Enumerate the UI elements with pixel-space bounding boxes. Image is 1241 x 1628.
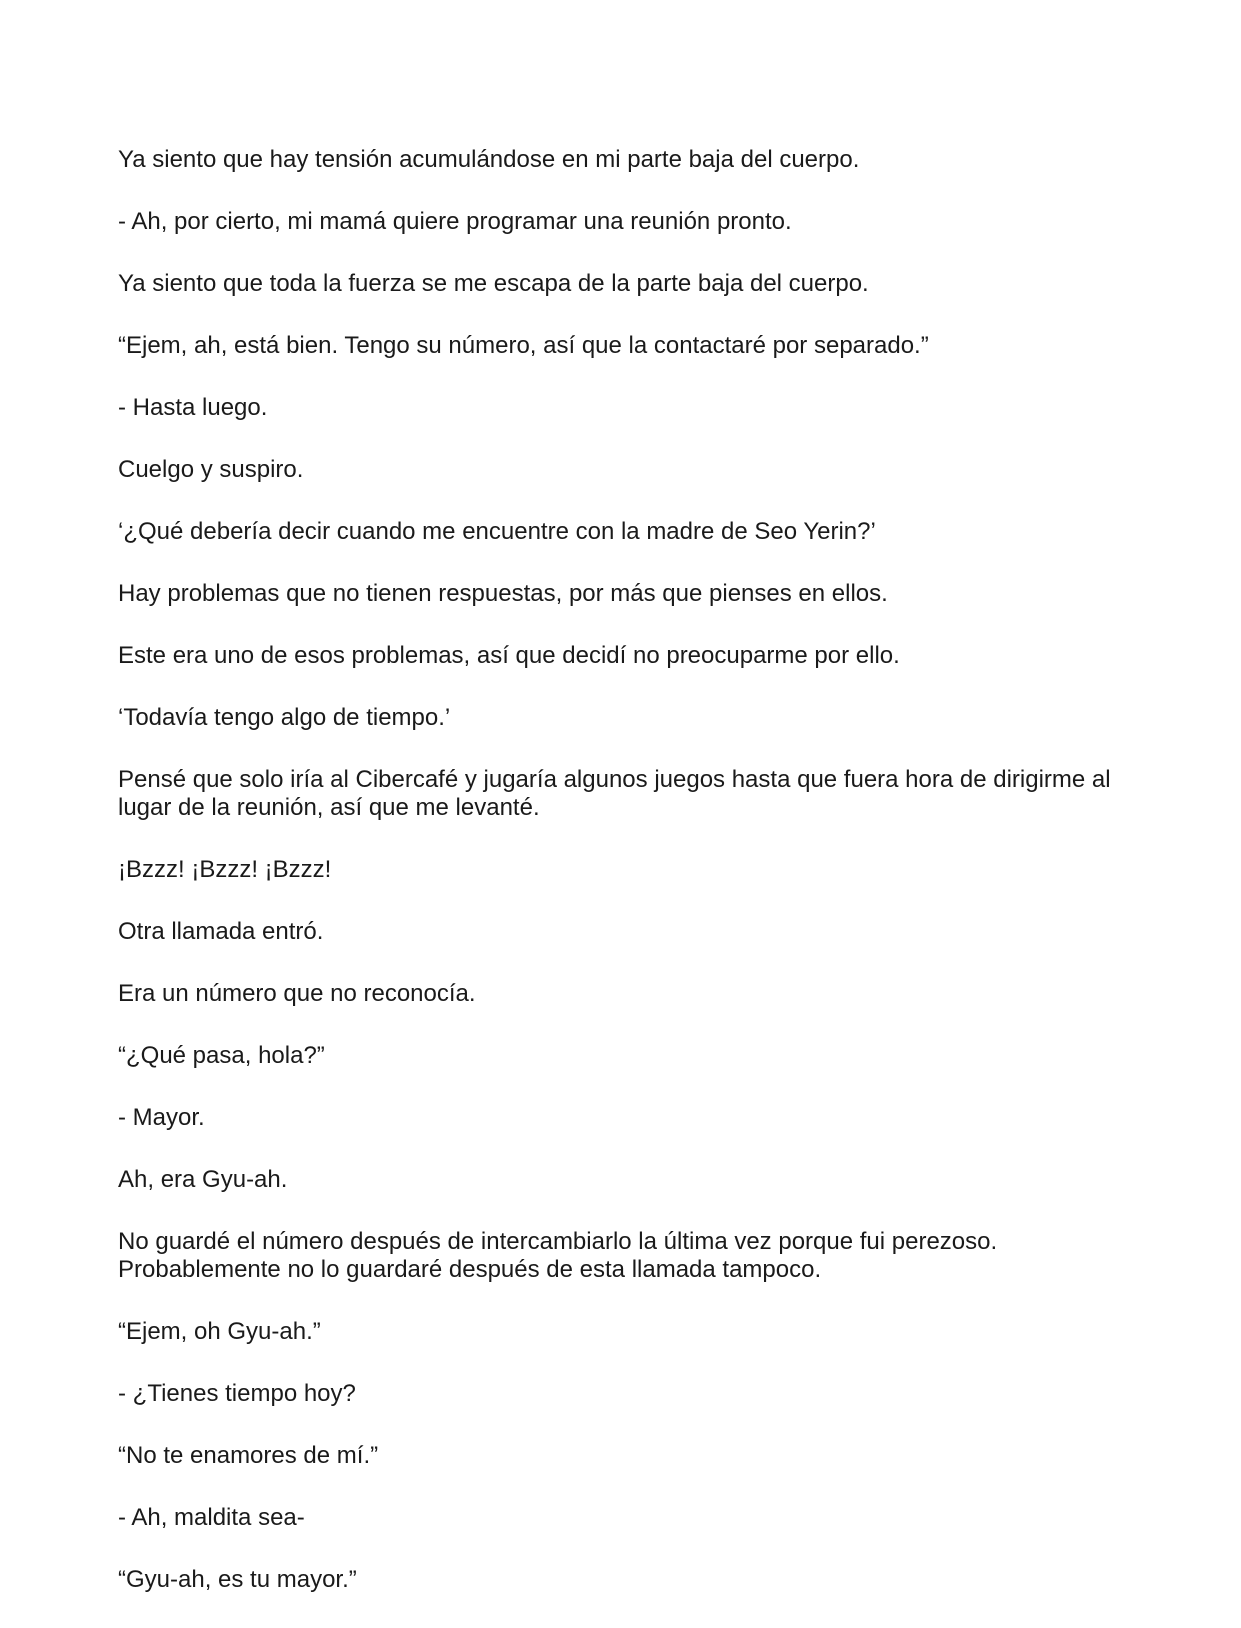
paragraph: “Gyu-ah, es tu mayor.” — [118, 1566, 357, 1593]
paragraph: Ya siento que toda la fuerza se me escapa de la parte baja del cuerpo. — [118, 270, 869, 297]
paragraph: Hay problemas que no tienen respuestas, por más que pienses en ellos. — [118, 580, 888, 607]
document-body — [118, 146, 1128, 1628]
paragraph: Ya siento que hay tensión acumulándose en mi parte baja del cuerpo. — [118, 146, 860, 173]
paragraph: Era un número que no reconocía. — [118, 980, 476, 1007]
paragraph: - Mayor. — [118, 1104, 205, 1131]
paragraph: No guardé el número después de intercambiarlo la última vez porque fui perezoso. Probablemente no lo guardaré después de esta llamada tampoco. — [118, 1228, 998, 1283]
paragraph: “¿Qué pasa, hola?” — [118, 1042, 325, 1069]
paragraph: ‘Todavía tengo algo de tiempo.’ — [118, 704, 451, 731]
paragraph: - ¿Tienes tiempo hoy? — [118, 1380, 356, 1407]
paragraph: - Ah, por cierto, mi mamá quiere programar una reunión pronto. — [118, 208, 792, 235]
paragraph: “Ejem, ah, está bien. Tengo su número, así que la contactaré por separado.” — [118, 332, 929, 359]
paragraph: “Ejem, oh Gyu-ah.” — [118, 1318, 321, 1345]
paragraph: Pensé que solo iría al Cibercafé y jugaría algunos juegos hasta que fuera hora de dirigirme al lugar de la reunión, así que me levanté. — [118, 766, 1111, 821]
paragraph: Ah, era Gyu-ah. — [118, 1166, 288, 1193]
paragraph: - Ah, maldita sea- — [118, 1504, 305, 1531]
paragraph: Cuelgo y suspiro. — [118, 456, 304, 483]
paragraph: ‘¿Qué debería decir cuando me encuentre con la madre de Seo Yerin?’ — [118, 518, 876, 545]
paragraph: ¡Bzzz! ¡Bzzz! ¡Bzzz! — [118, 856, 332, 883]
paragraph: “No te enamores de mí.” — [118, 1442, 379, 1469]
paragraph: - Hasta luego. — [118, 394, 268, 421]
paragraph: Este era uno de esos problemas, así que decidí no preocuparme por ello. — [118, 642, 900, 669]
paragraph: Otra llamada entró. — [118, 918, 324, 945]
